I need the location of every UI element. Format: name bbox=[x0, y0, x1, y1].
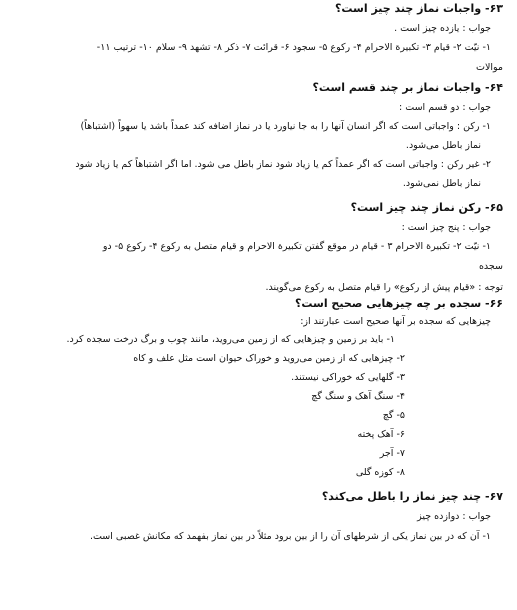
answer-67: جواب : دوازده چیز bbox=[417, 511, 491, 522]
answer-66-item: ۵- گچ bbox=[382, 410, 405, 421]
answer-67-list-line1: ۱- آن که در بین نماز یکی از شرطهای آن را از بین برود مثلاً در بین نماز بفهمد که مکانش غصبی است. bbox=[89, 531, 491, 542]
answer-65-note: توجه : «قیام پیش از رکوع» را قیام متصل به رکوع می‌گویند. bbox=[265, 282, 503, 293]
answer-66-item: ۳- گلهایی که خوراکی نیستند. bbox=[291, 372, 405, 383]
answer-66-intro: چیزهایی که سجده بر آنها صحیح است عبارتند از: bbox=[300, 316, 491, 327]
answer-66-item: ۸- کوزه گلی bbox=[355, 467, 405, 478]
answer-65-list-line1: ۱- نیّت ۲- تکبیرة الاحرام ۳ - قیام در موقع گفتن تکبیرة الاحرام و قیام متصل به رکوع ۴- رکوع ۵- دو bbox=[102, 241, 491, 252]
answer-66-item: ۲- چیزهایی که از زمین می‌روید و خوراک حیوان است مثل علف و کاه bbox=[133, 353, 405, 364]
document-page bbox=[0, 2, 517, 610]
answer-66-item: ۱- باید بر زمین و چیزهایی که از زمین می‌روید، مانند چوب و برگ درخت سجده کرد. bbox=[66, 334, 395, 345]
answer-66-item: ۶- آهک پخته bbox=[357, 429, 405, 440]
answer-64-item2-line2: نماز باطل نمی‌شود. bbox=[402, 178, 481, 189]
answer-64-item2-line1: ۲- غیر رکن : واجباتی است که اگر عمداً کم یا زیاد شود نماز باطل می شود. اما اگر اشتباهاً کم یا زیاد شود bbox=[75, 159, 491, 170]
answer-63-list-line1: ۱- نیّت ۲- قیام ۳- تکبیرة الاحرام ۴- رکوع ۵- سجود ۶- قرائت ۷- ذکر ۸- تشهد ۹- سلام ۱۰- ترتیب ۱۱- bbox=[96, 42, 491, 53]
answer-65-list-line2: سجده bbox=[478, 261, 503, 272]
answer-63: جواب : یازده چیز است . bbox=[394, 23, 491, 34]
answer-66-item: ۴- سنگ آهک و سنگ گچ bbox=[311, 391, 405, 402]
question-66-heading: ۶۶- سجده بر چه چیزهایی صحیح است؟ bbox=[294, 297, 503, 310]
answer-65: جواب : پنج چیز است : bbox=[401, 222, 491, 233]
answer-63-list-line2: موالات bbox=[476, 62, 503, 73]
question-64-heading: ۶۴- واجبات نماز بر چند قسم است؟ bbox=[312, 81, 503, 94]
question-65-heading: ۶۵- رکن نماز چند چیز است؟ bbox=[350, 201, 503, 214]
answer-64-item1-line1: ۱- رکن : واجباتی است که اگر انسان آنها را به جا نیاورد یا در نماز اضافه کند عمداً باشد یا سهواً (اشتباهاً) bbox=[80, 121, 491, 132]
answer-64: جواب : دو قسم است : bbox=[399, 102, 491, 113]
question-63-heading: ۶۳- واجبات نماز چند چیز است؟ bbox=[335, 2, 503, 15]
answer-64-item1-line2: نماز باطل می‌شود. bbox=[405, 140, 481, 151]
question-67-heading: ۶۷- چند چیز نماز را باطل می‌کند؟ bbox=[321, 490, 503, 503]
answer-66-item: ۷- آجر bbox=[379, 448, 405, 459]
